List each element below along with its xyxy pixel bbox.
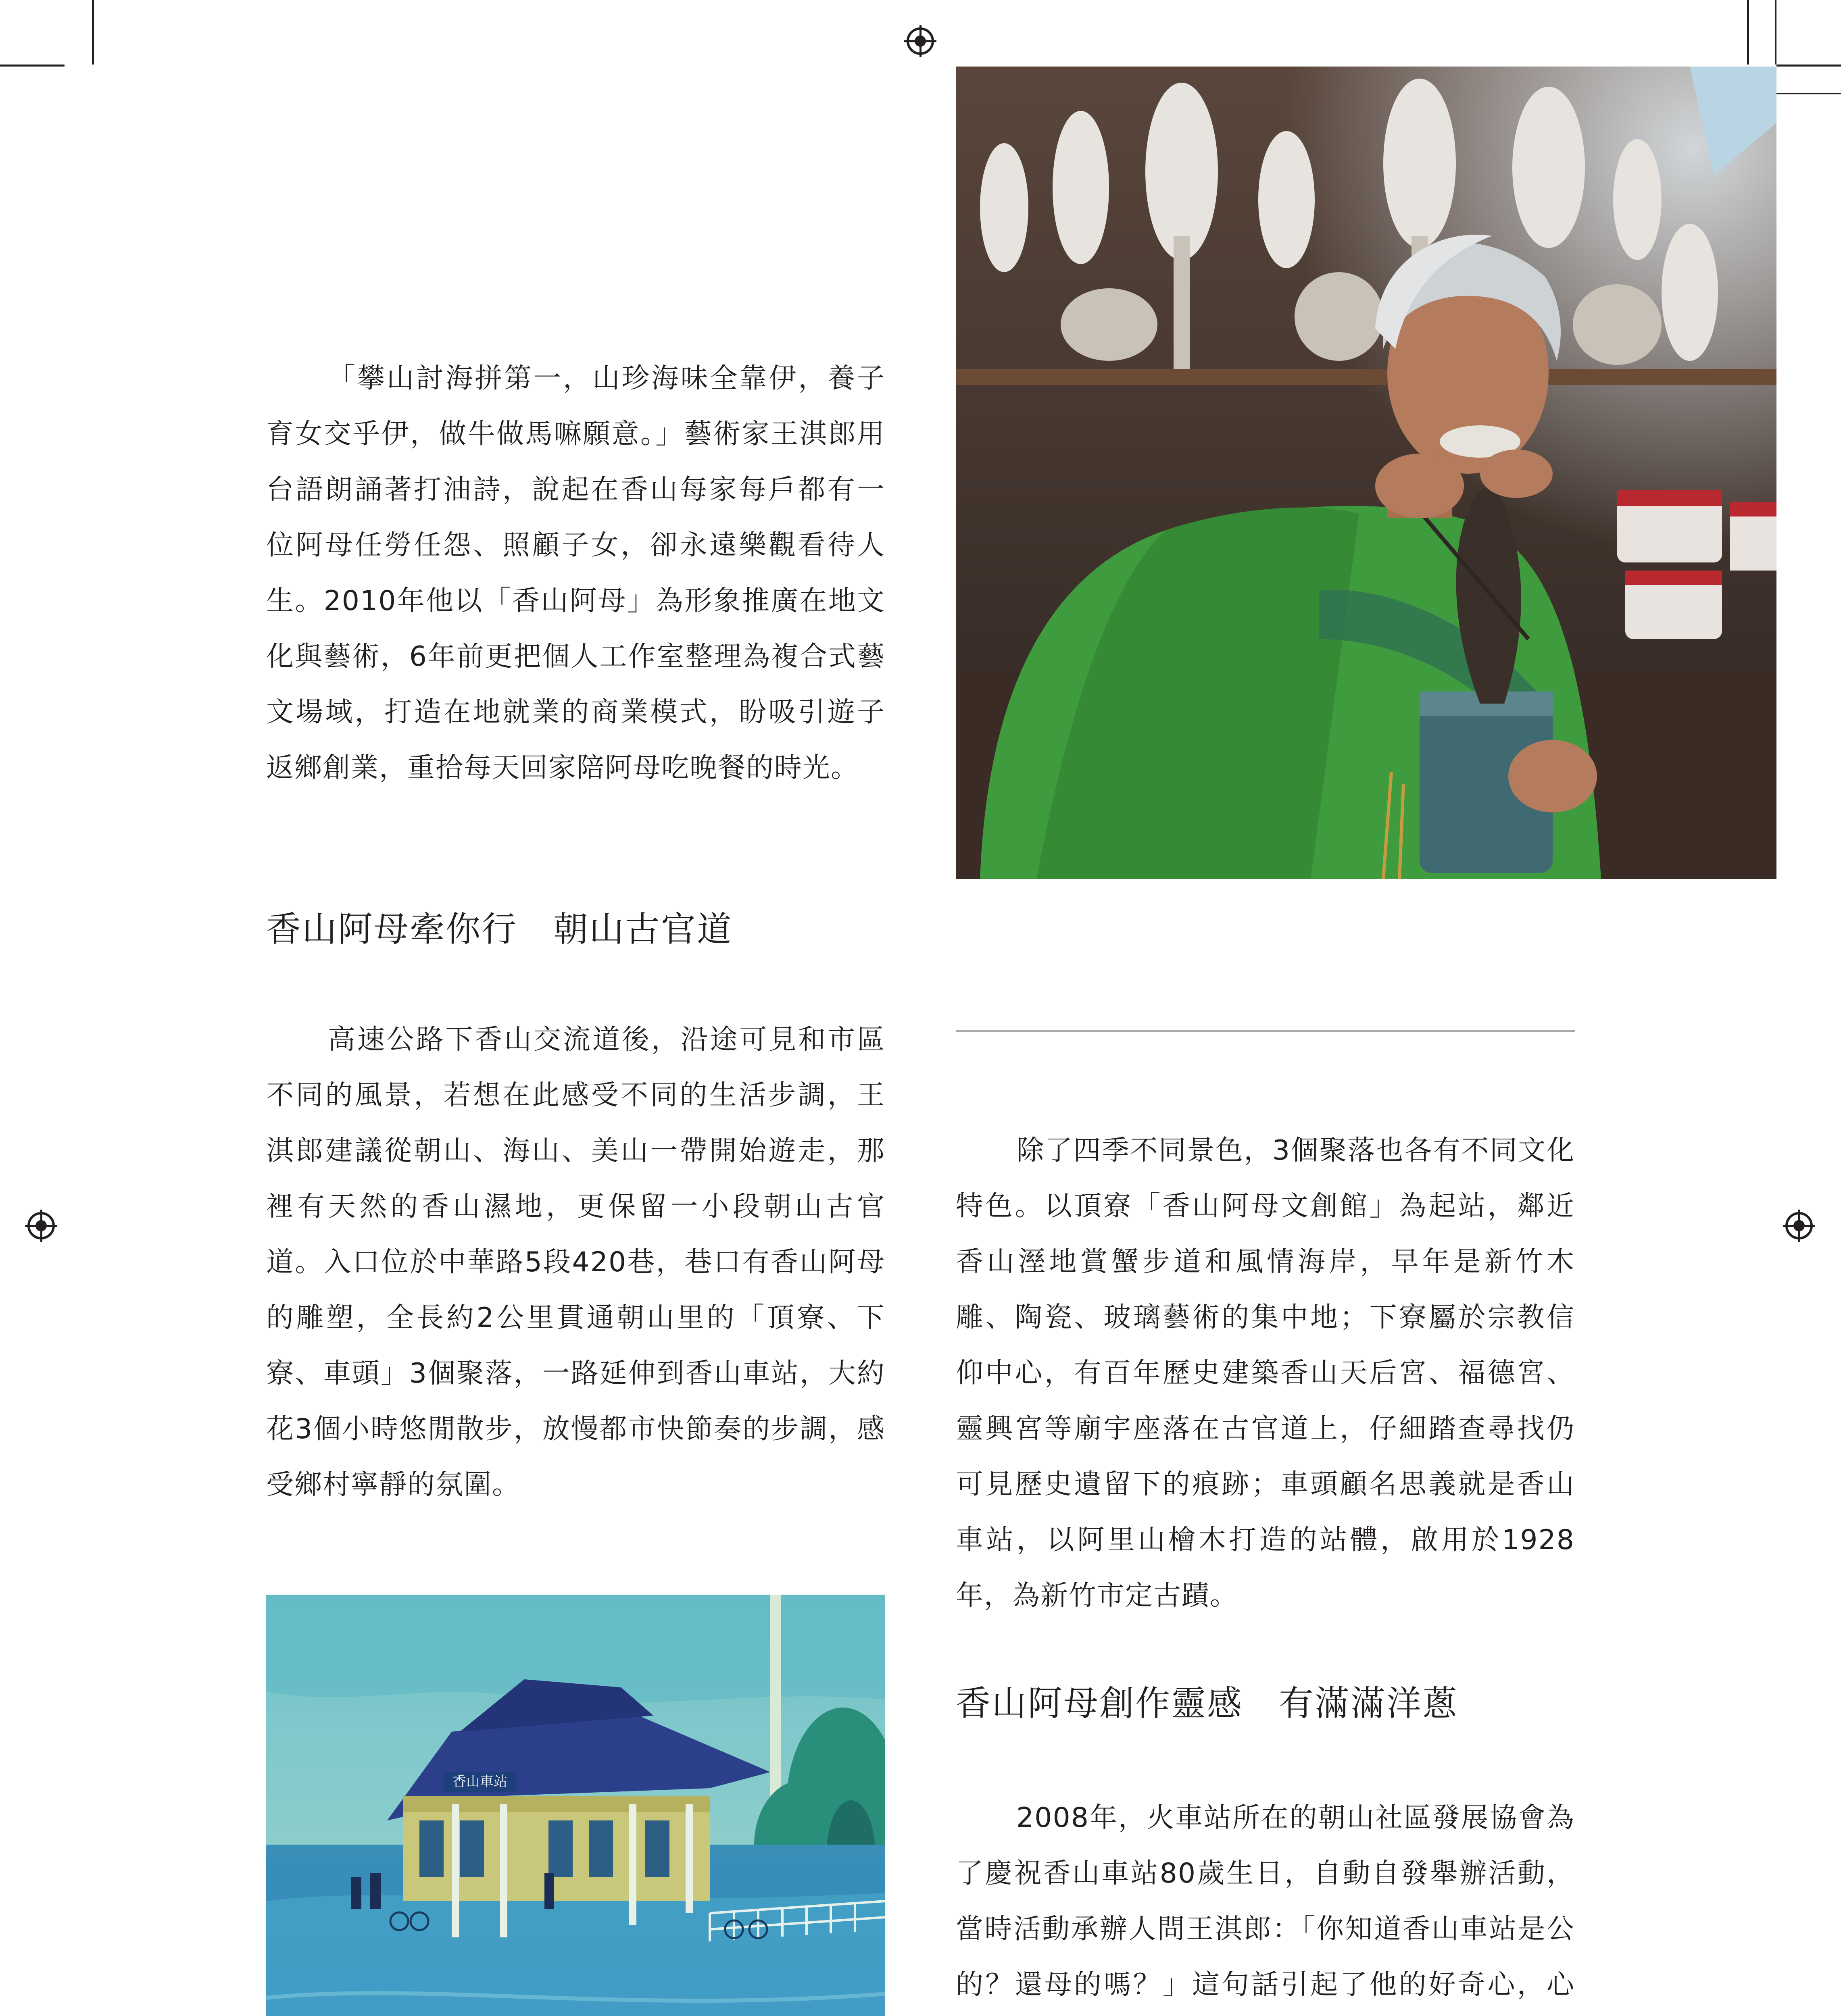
crop-mark [1747, 0, 1749, 65]
registration-mark-icon [907, 27, 934, 55]
crop-mark [0, 65, 65, 67]
registration-mark-icon [27, 1212, 55, 1239]
sculptor-illustration [956, 67, 1776, 879]
crop-mark [1775, 0, 1776, 65]
painting-photo [266, 1595, 885, 2016]
painting-illustration [266, 1595, 885, 2016]
crop-mark [1776, 65, 1841, 67]
crop-mark [92, 0, 94, 65]
section-heading-2: 香山阿母創作靈感 有滿滿洋蔥 [956, 1683, 1458, 1724]
sculptor-photo [956, 67, 1776, 879]
section-2-paragraph: 2008年，火車站所在的朝山社區發展協會為了慶祝香山車站80歲生日，自動自發舉辦活動，當時活動承辦人問王淇郎：「你知道香山車站是公的？還母的嗎？」這句話引起了他的好奇心，心 [956, 1802, 1575, 2001]
intro-paragraph: 「攀山討海拼第一，山珍海味全靠伊，養子育女交乎伊，做牛做馬嘛願意。」藝術家王淇郎用台語朗誦著打油詩，說起在香山每家每戶都有一位阿母任勞任怨、照顧子女，卻永遠樂觀看待人生。2010年他以「香山阿母」為形象推廣在地文化與藝術，6年前更把個人工作室整理為複合式藝文場域，打造在地就業的商業模式，盼吸引遊子返鄉創業，重拾每天回家陪阿母吃晚餐的時光。 [266, 362, 885, 784]
section-heading-1: 香山阿母牽你行 朝山古官道 [266, 909, 733, 950]
section-1-paragraph: 高速公路下香山交流道後，沿途可見和市區不同的風景，若想在此感受不同的生活步調，王淇郎建議從朝山、海山、美山一帶開始遊走，那裡有天然的香山濕地，更保留一小段朝山古官道。入口位於中華路5段420巷，巷口有香山阿母的雕塑，全長約2公里貫通朝山里的「頂寮、下寮、車頭」3個聚落，一路延伸到香山車站，大約花3個小時悠閒散步，放慢都市快節奏的步調，感受鄉村寧靜的氛圍。 [266, 1024, 885, 1501]
registration-mark-icon [1785, 1212, 1813, 1239]
section-1-continued-paragraph: 除了四季不同景色，3個聚落也各有不同文化特色。以頂寮「香山阿母文創館」為起站，鄰近香山溼地賞蟹步道和風情海岸，早年是新竹木雕、陶瓷、玻璃藝術的集中地；下寮屬於宗教信仰中心，有百年歷史建築香山天后宮、福德宮、靈興宮等廟宇座落在古官道上，仔細踏查尋找仍可見歷史遺留下的痕跡；車頭顧名思義就是香山車站，以阿里山檜木打造的站體，啟用於1928年，為新竹市定古蹟。 [956, 1135, 1575, 1612]
caption-divider [956, 1030, 1575, 1032]
crop-mark [1776, 93, 1841, 94]
station-sign: 香山車站 [452, 1774, 507, 1790]
